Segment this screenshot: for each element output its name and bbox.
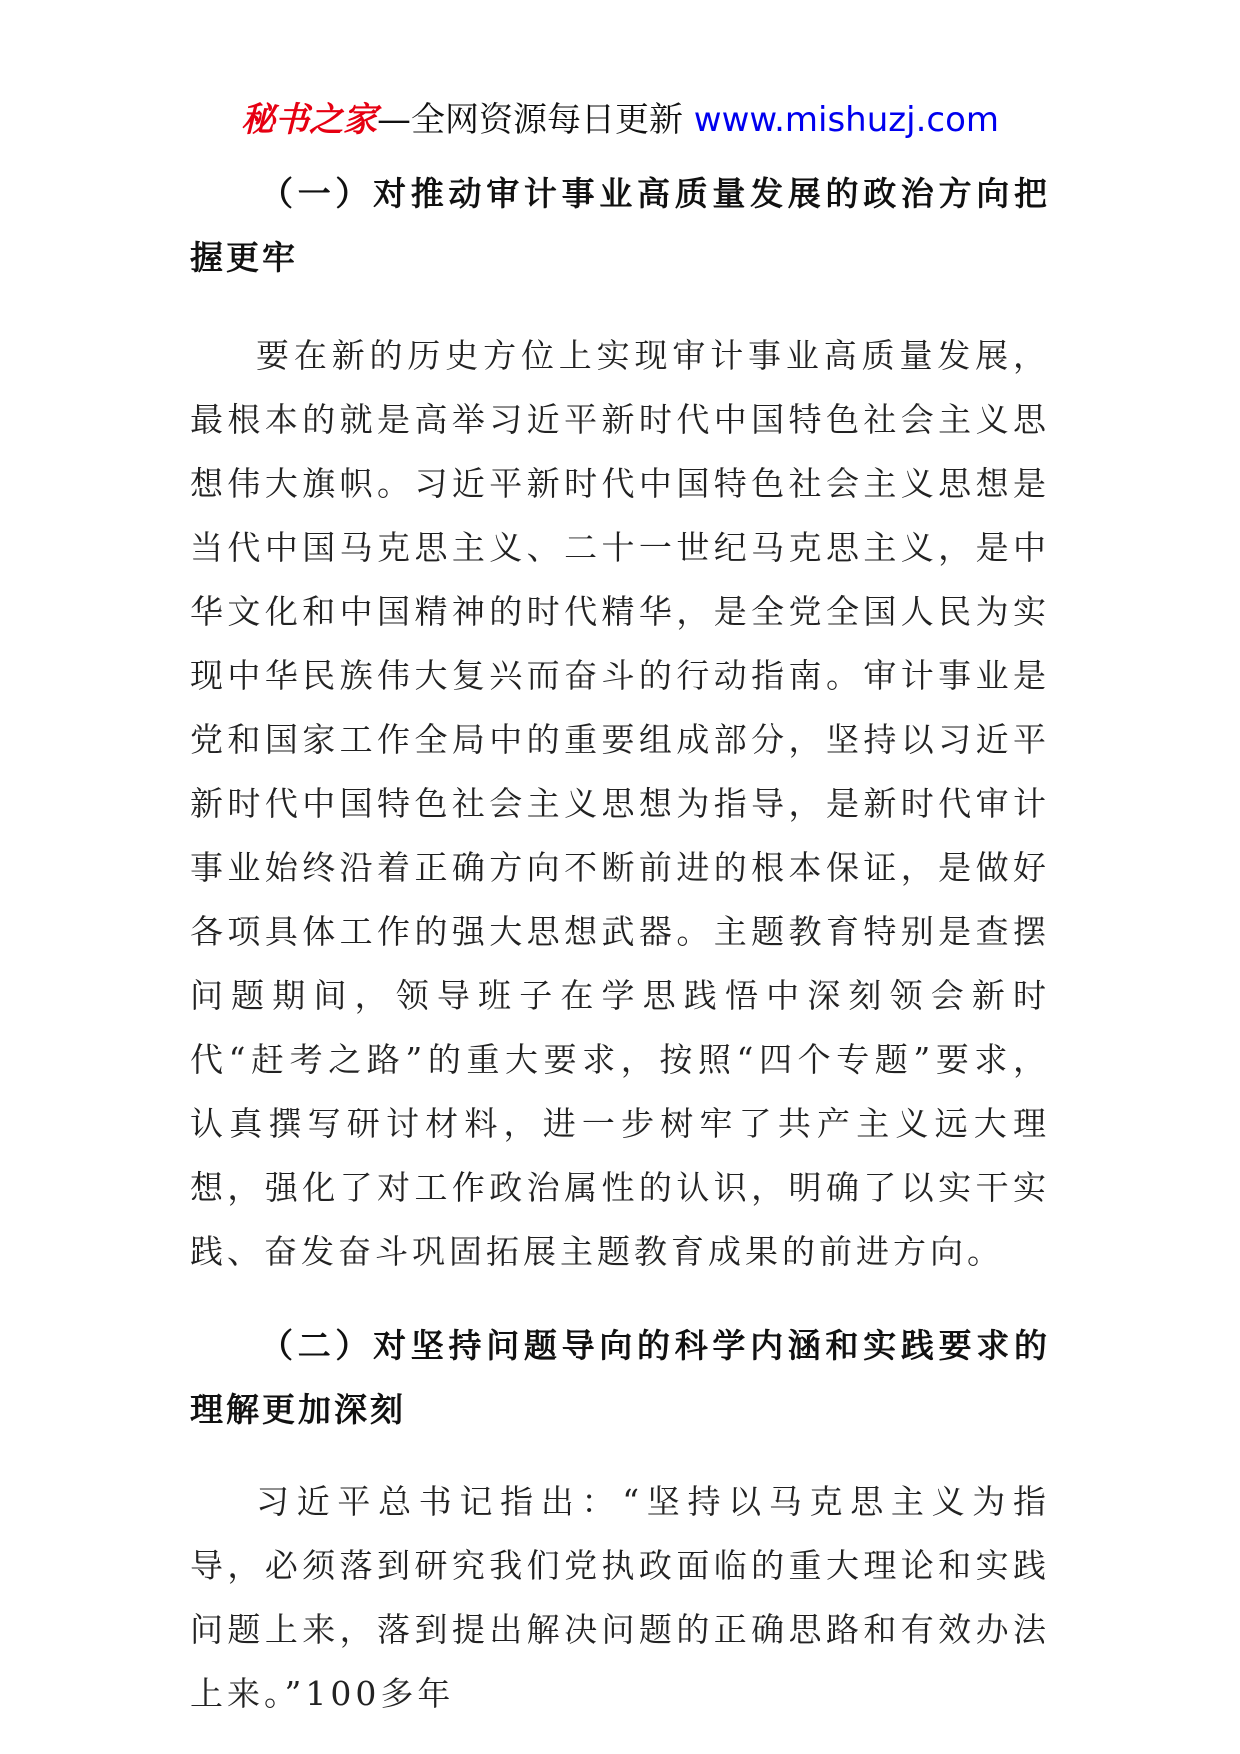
section-heading-2: （二）对坚持问题导向的科学内涵和实践要求的理解更加深刻 (190, 1326, 1050, 1429)
section-heading-1: （一）对推动审计事业高质量发展的政治方向把握更牢 (190, 174, 1050, 277)
watermark-header (0, 96, 1240, 144)
document-body (190, 162, 1050, 1726)
watermark-brand: 秘书之家 (240, 100, 377, 140)
body-paragraph-1: 要在新的历史方位上实现审计事业高质量发展，最根本的就是高举习近平新时代中国特色社会主义思想伟大旗帜。习近平新时代中国特色社会主义思想是当代中国马克思主义、二十一世纪马克思主义，是中华文化和中国精神的时代精华，是全党全国人民为实现中华民族伟大复兴而奋斗的行动指南。审计事业是党和国家工作全局中的重要组成部分，坚持以习近平新时代中国特色社会主义思想为指导，是新时代审计事业始终沿着正确方向不断前进的根本保证，是做好各项具体工作的强大思想武器。主题教育特别是查摆问题期间，领导班子在学思践悟中深刻领会新时代“赶考之路”的重大要求，按照“四个专题”要求，认真撰写研讨材料，进一步树牢了共产主义远大理想，强化了对工作政治属性的认识，明确了以实干实践、奋发奋斗巩固拓展主题教育成果的前进方向。 (190, 336, 1050, 1271)
body-paragraph-2: 习近平总书记指出：“坚持以马克思主义为指导，必须落到研究我们党执政面临的重大理论和实践问题上来，落到提出解决问题的正确思路和有效办法上来。”100多年 (190, 1482, 1050, 1713)
watermark-tagline: —全网资源每日更新 (376, 100, 683, 140)
watermark-url[interactable]: www.mishuzj.com (693, 100, 999, 140)
